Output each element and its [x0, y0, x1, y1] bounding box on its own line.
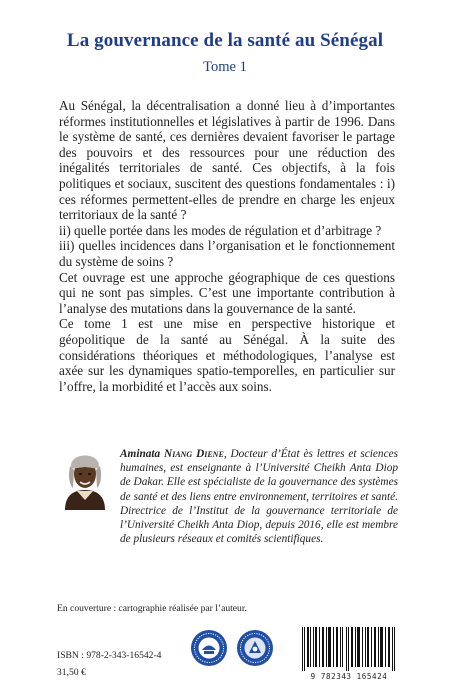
summary-question-2: ii) quelle portée dans les modes de régulation et d’arbitrage ? [59, 222, 382, 238]
publisher-logo-icon [190, 629, 228, 667]
author-name: Aminata Niang Diene [120, 448, 224, 460]
summary-paragraph-3: Ce tome 1 est une mise en perspective historique et géopolitique de la santé au Sénégal. À la suite des considérations théoriques et méthodologiques, l’analyse est axée sur les dynamiques spatio-temporelles, en particulier sur l’offre, la morbidité et l’accès aux soins. [59, 316, 395, 394]
cover-credit: En couverture : cartographie réalisée par l’auteur. [57, 603, 247, 614]
summary-paragraph-2: Cet ouvrage est une approche géographique de ces questions qui ne sont pas simples. C’est une importante contribution à l’analyse des mutations dans la gouvernance de la santé. [59, 269, 395, 316]
author-photo [57, 444, 113, 510]
summary-paragraph-1: Au Sénégal, la décentralisation a donné lieu à d’importantes réformes institutionnelles et législatives à partir de 1996. Dans le système de santé, ces dernières devaient favoriser le partage des pouvoirs et des ressources pour une réduction des inégalités territoriales de santé. Ces objectifs, à la fois politiques et sociaux, suscitent des questions fondamentales : i) ces réformes permettent-elles de prendre en charge les enjeux territoriaux de la santé ? [59, 98, 395, 223]
barcode-number: 9 782343 165424 [310, 672, 388, 681]
summary-question-3: iii) quelles incidences dans l’organisation et le fonctionnement du système de soins ? [59, 238, 395, 269]
book-title: La gouvernance de la santé au Sénégal [66, 30, 384, 51]
university-logo-icon [236, 629, 274, 667]
isbn: ISBN : 978-2-343-16542-4 [57, 650, 162, 661]
price: 31,50 € [57, 667, 86, 678]
back-cover-summary [59, 98, 395, 394]
author-block [57, 444, 397, 554]
book-subtitle: Tome 1 [203, 59, 247, 75]
barcode [300, 627, 398, 671]
author-bio: Aminata Niang Diene, Docteur d’État ès lettres et sciences humaines, est enseignante à l’Université Cheikh Anta Diop de Dakar. Elle est spécialiste de la gouvernance des systèmes de santé et des liens entre environnement, territoires et santé. Directrice de l’Institut de la gouvernance territoriale de l’Université Cheikh Anta Diop, depuis 2016, elle est membre de plusieurs réseaux et comités scientifiques. [120, 448, 399, 546]
